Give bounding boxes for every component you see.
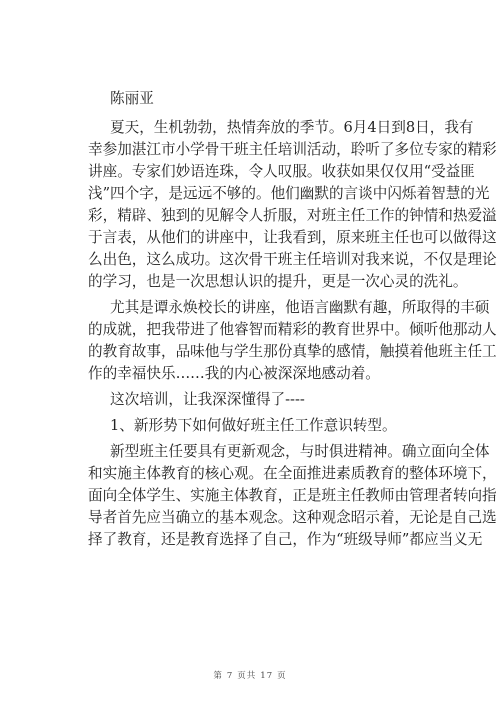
footer-prefix: 第 [213,671,223,681]
paragraph-2-line-1: 尤其是谭永焕校长的讲座，他语言幽默有趣，所取得的丰硕 [110,299,490,316]
footer-page-number: 7 [226,671,234,681]
paragraph-1-line-5: 彩，精辟、独到的见解令人折服，对班主任工作的钟情和热爱溢 [88,207,497,224]
footer-middle: 页共 [237,671,257,681]
section-heading: 1、新形势下如何做好班主任工作意识转型。 [110,417,397,434]
paragraph-1-line-8: 的学习，也是一次思想认识的提升，更是一次心灵的洗礼。 [88,273,468,290]
paragraph-1-line-7: 么出色，这么成功。这次骨干班主任培训对我来说，不仅是理论 [88,251,497,268]
paragraph-2-line-3: 的教育故事，品味他与学生那份真挚的感情，触摸着他班主任工 [88,343,497,360]
paragraph-5-line-3: 面向全体学生、实施主体教育，正是班主任教师由管理者转向指 [88,487,497,504]
paragraph-1-line-4: 浅”四个字，是远远不够的。他们幽默的言谈中闪烁着智慧的光 [88,185,490,202]
paragraph-1-line-6: 于言表，从他们的讲座中，让我看到，原来班主任也可以做得这 [88,229,497,246]
paragraph-2-line-4: 作的幸福快乐……我的内心被深深地感动着。 [88,365,380,382]
paragraph-5-line-4: 导者首先应当确立的基本观念。这种观念昭示着，无论是自己选 [88,509,497,526]
page-footer [0,669,500,681]
author-name: 陈丽亚 [110,90,154,107]
paragraph-5-line-5: 择了教育，还是教育选择了自己，作为“班级导师”都应当义无 [88,531,483,548]
footer-total-pages: 17 [260,671,274,681]
paragraph-3-line-1: 这次培训，让我深深懂得了---- [110,391,305,408]
paragraph-1-line-2: 幸参加湛江市小学骨干班主任培训活动，聆听了多位专家的精彩 [88,141,497,158]
footer-suffix: 页 [277,671,287,681]
paragraph-5-line-2: 和实施主体教育的核心观。在全面推进素质教育的整体环境下， [88,465,497,482]
paragraph-1-line-3: 讲座。专家们妙语连珠，令人叹服。收获如果仅仅用“受益匪 [88,163,475,180]
paragraph-5-line-1: 新型班主任要具有更新观念，与时俱进精神。确立面向全体 [110,443,490,460]
paragraph-2-line-2: 的成就，把我带进了他睿智而精彩的教育世界中。倾听他那动人 [88,321,497,338]
paragraph-1-line-1: 夏天，生机勃勃，热情奔放的季节。6月4日到8日，我有 [110,119,474,136]
